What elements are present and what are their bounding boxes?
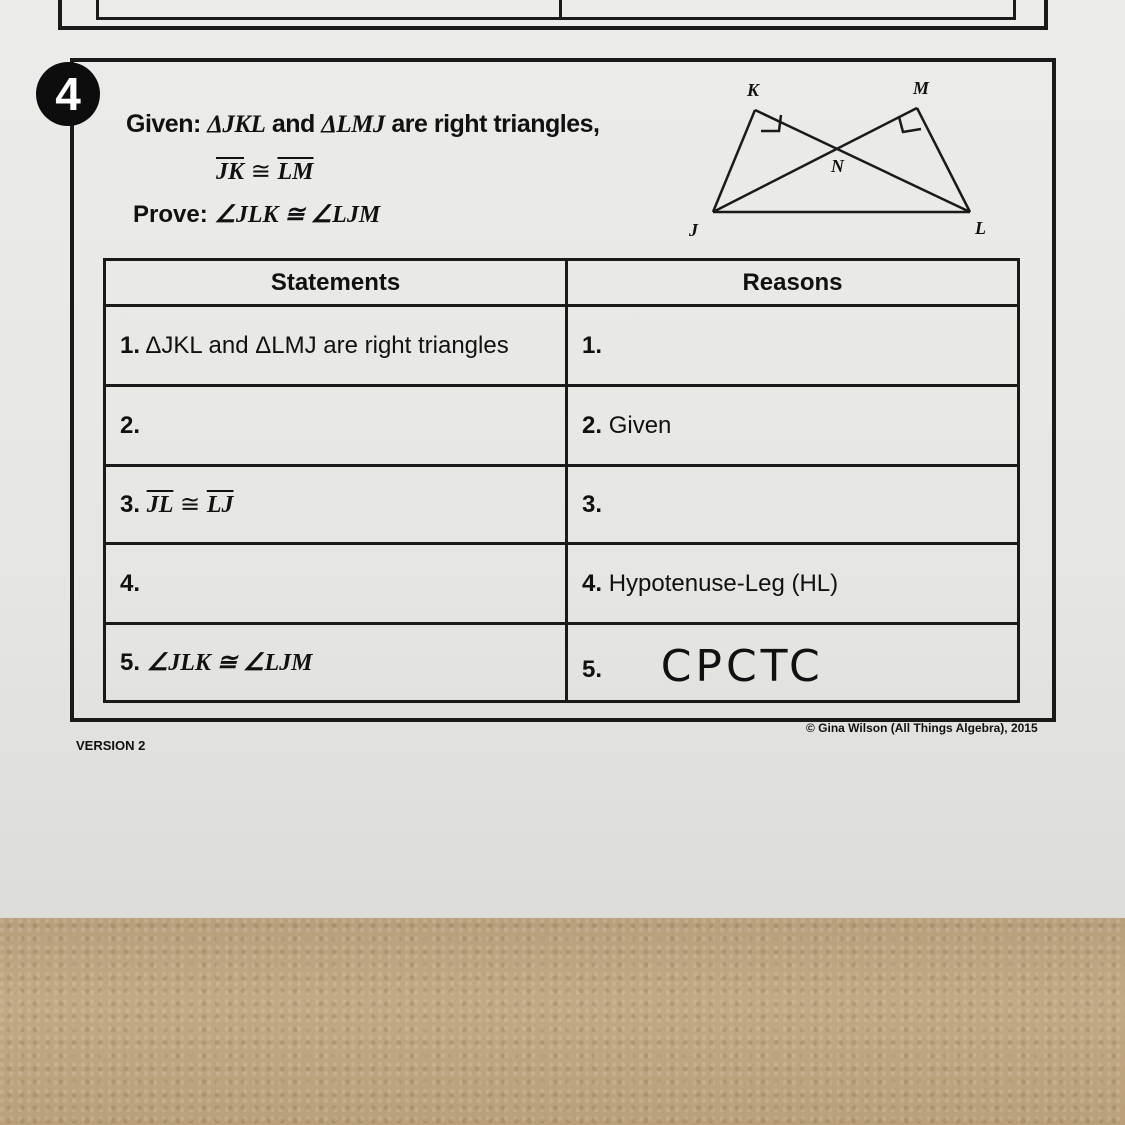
reason-3-number: 3. (582, 490, 603, 518)
statement-1-cell[interactable] (105, 306, 567, 386)
proof-row-3 (105, 466, 1019, 544)
reason-4-text: Hypotenuse-Leg (HL) (608, 569, 839, 597)
given-triangle-1: ΔJKL (207, 111, 266, 138)
statement-1-number: 1. (120, 331, 141, 359)
right-angle-mark-m (899, 117, 921, 132)
label-j: J (689, 220, 698, 240)
reason-3-cell[interactable] (567, 466, 1019, 544)
label-l: L (975, 218, 986, 238)
statement-3-segment-a: $\overline{JL}$ (146, 492, 174, 518)
desk-surface (0, 918, 1125, 1125)
proof-row-1 (105, 306, 1019, 386)
statement-3-congruent: ≅ (180, 491, 201, 518)
previous-problem-table (96, 0, 1016, 20)
statement-4-number: 4. (120, 569, 141, 597)
given-triangle-2: ΔLMJ (321, 111, 385, 138)
reason-1-number: 1. (582, 331, 603, 359)
statement-2-cell[interactable] (105, 386, 567, 466)
statement-3-segment-b: $\overline{LJ}$ (206, 492, 234, 518)
segment-ml (917, 108, 970, 212)
proof-row-2 (105, 386, 1019, 466)
copyright-notice: © Gina Wilson (All Things Algebra), 2015 (806, 721, 1038, 735)
prove-angles: ∠JLK ≅ ∠LJM (214, 202, 381, 228)
segment-jk (713, 110, 755, 212)
previous-problem-box (58, 0, 1048, 30)
label-m: M (913, 78, 930, 98)
given-label: Given: (126, 110, 201, 138)
reason-2-cell[interactable] (567, 386, 1019, 466)
reason-2-text: Given (608, 411, 672, 439)
triangle-diagram (685, 72, 1005, 247)
given-rest: are right triangles, (391, 110, 600, 138)
prove-label: Prove: (133, 201, 208, 228)
statement-1-text: ΔJKL and ΔLMJ are right triangles (145, 331, 509, 359)
proof-table (103, 258, 1020, 703)
version-label: VERSION 2 (76, 738, 146, 753)
given-segment-1: $\overline{JK}$ (216, 159, 245, 185)
problem-number-badge: 4 (36, 62, 100, 126)
proof-row-5 (105, 624, 1019, 702)
reason-5-handwritten: CPCTC (660, 641, 824, 692)
segment-jm (713, 108, 917, 212)
reason-5-number: 5. (582, 656, 603, 683)
prove-statement (133, 200, 380, 229)
proof-header-row (105, 260, 1019, 306)
previous-problem-divider (559, 0, 562, 20)
statement-3-number: 3. (120, 491, 141, 518)
label-k: K (747, 80, 760, 100)
reason-4-number: 4. (582, 569, 603, 597)
reason-4-cell[interactable] (567, 544, 1019, 624)
given-congruence (216, 157, 313, 186)
statement-5-cell[interactable] (105, 624, 567, 702)
statement-4-cell[interactable] (105, 544, 567, 624)
given-statement (126, 110, 600, 139)
proof-row-4 (105, 544, 1019, 624)
segment-kl (755, 110, 970, 212)
reason-1-cell[interactable] (567, 306, 1019, 386)
statement-5-number: 5. (120, 649, 141, 676)
given-segment-2: $\overline{LM}$ (277, 159, 314, 185)
given-congruent-symbol: ≅ (250, 158, 271, 185)
label-n: N (831, 156, 844, 176)
reason-5-cell[interactable] (567, 624, 1019, 702)
reason-2-number: 2. (582, 411, 603, 439)
statement-3-cell[interactable] (105, 466, 567, 544)
reasons-header: Reasons (567, 260, 1019, 306)
statements-header: Statements (105, 260, 567, 306)
given-and: and (271, 110, 315, 138)
statement-2-number: 2. (120, 411, 141, 439)
statement-5-text: ∠JLK ≅ ∠LJM (146, 650, 313, 676)
